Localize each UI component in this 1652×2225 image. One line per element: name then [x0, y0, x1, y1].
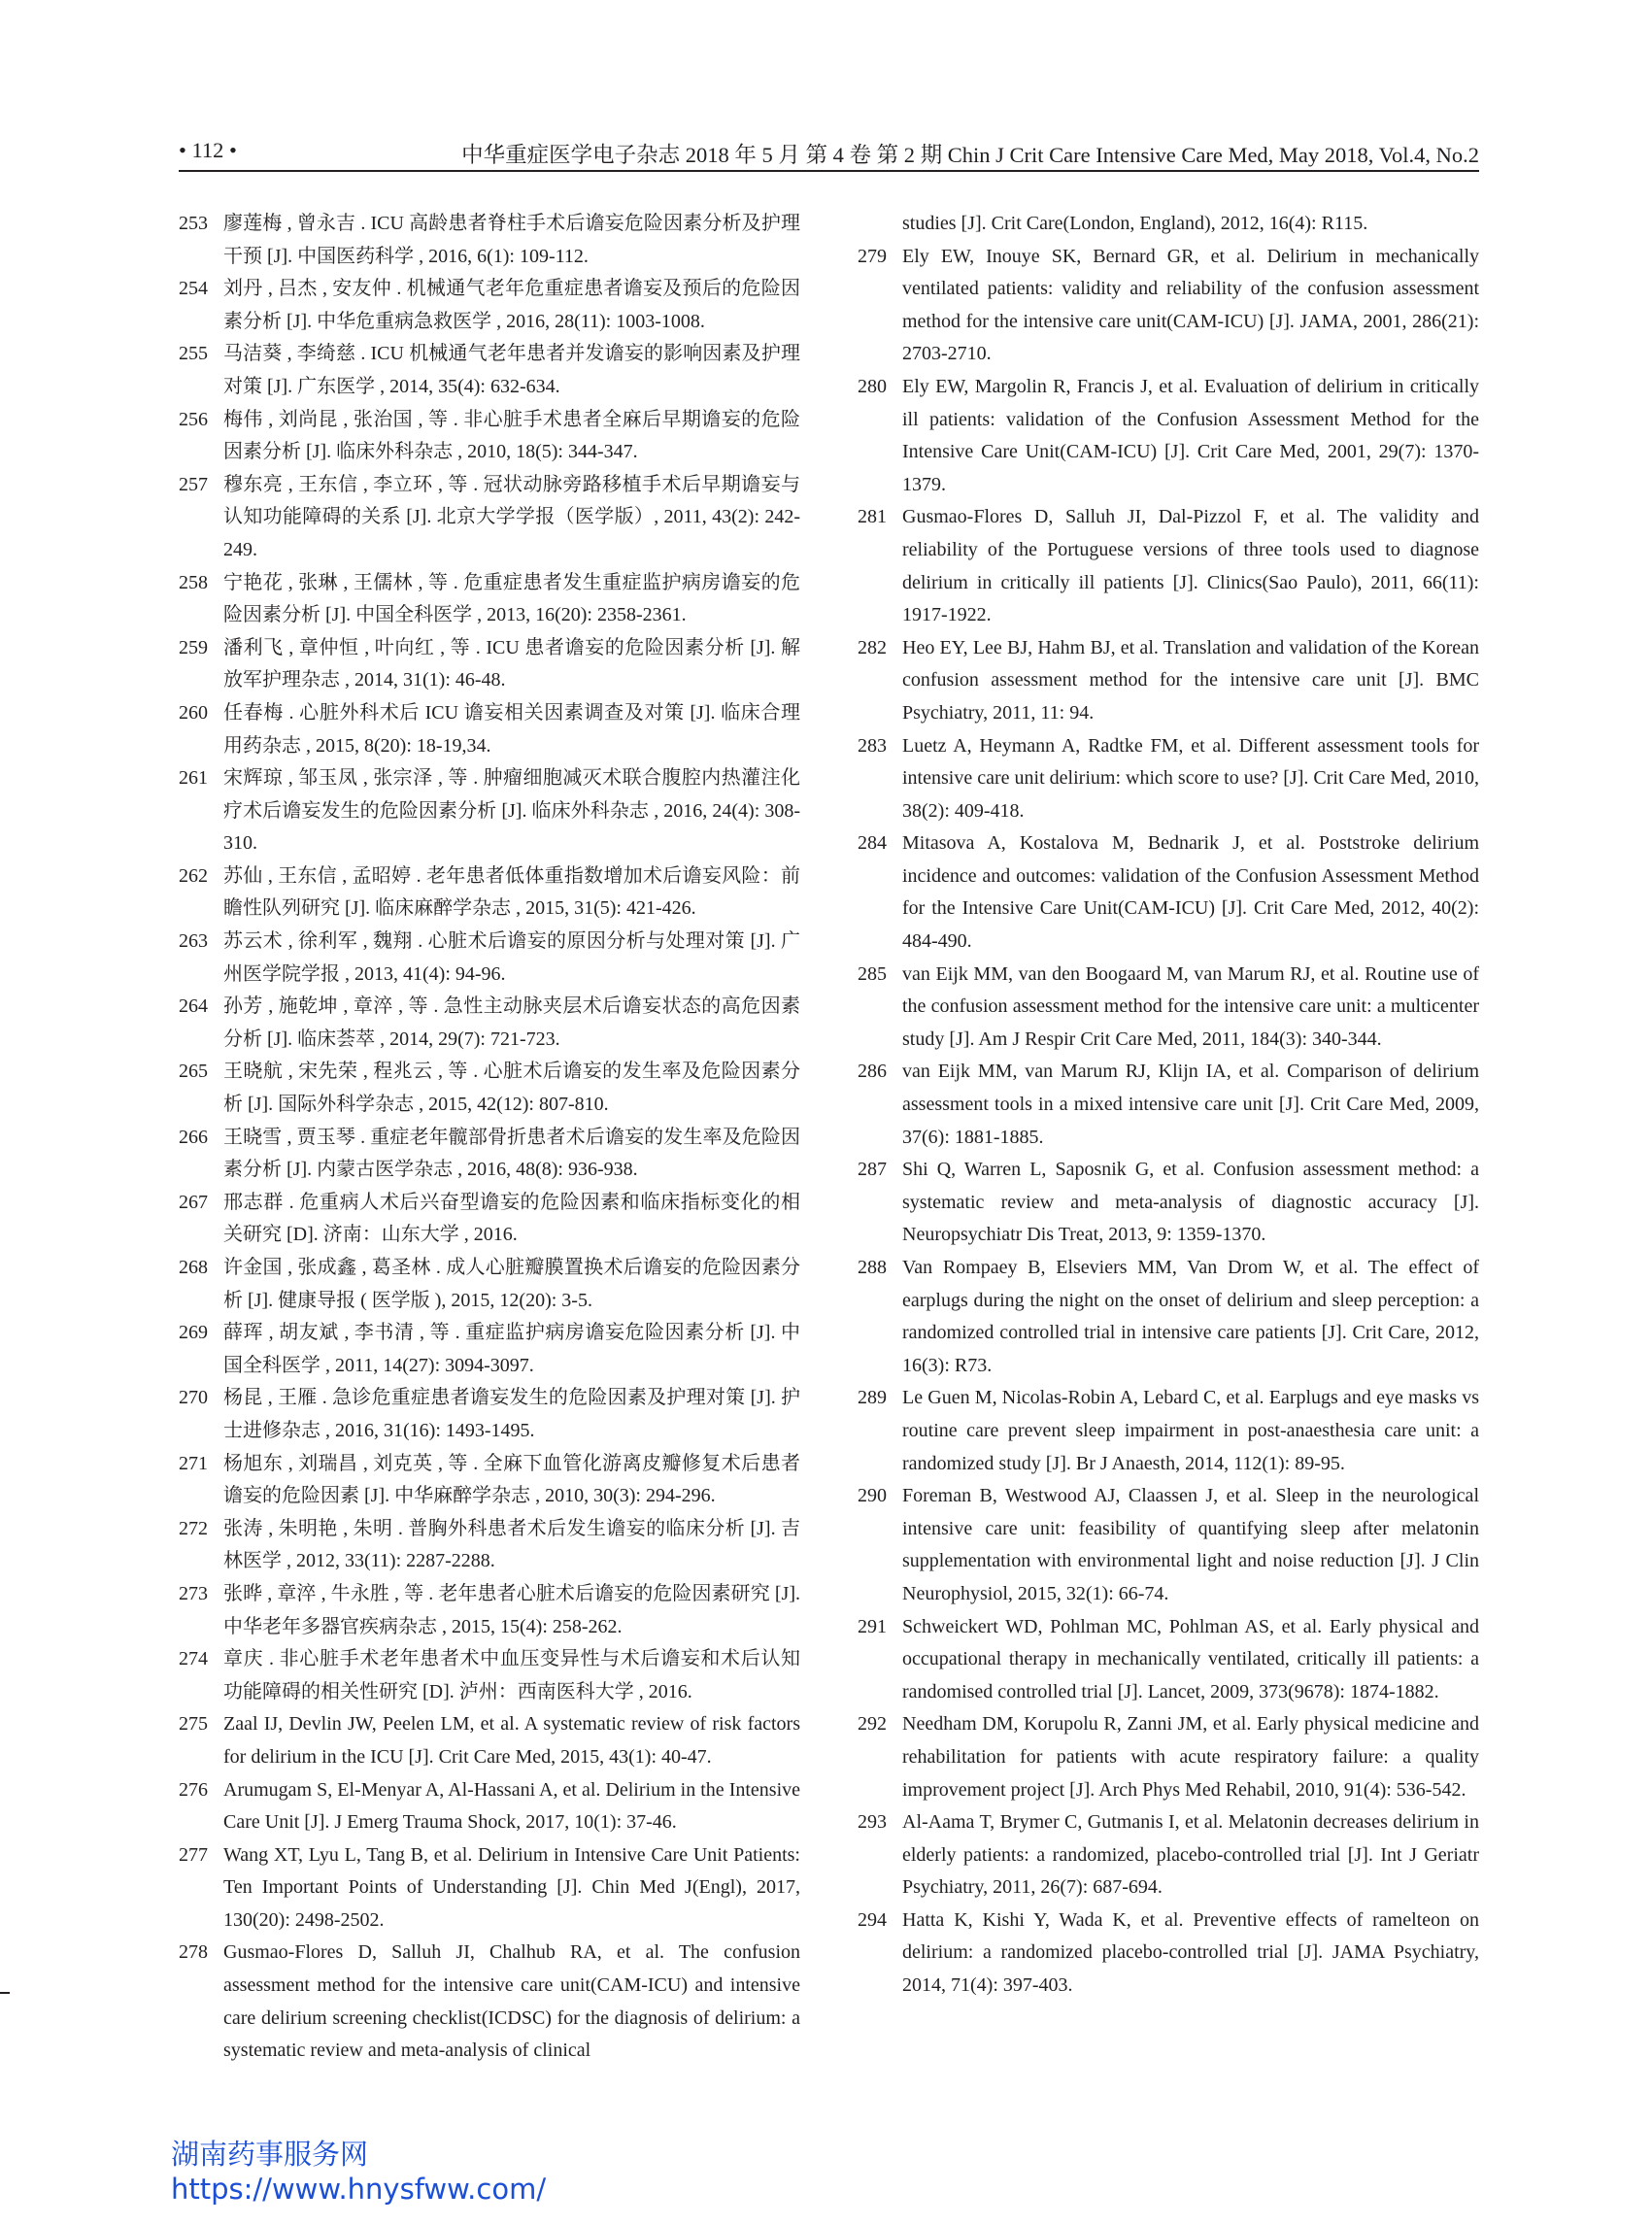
reference-text: Gusmao-Flores D, Salluh JI, Dal-Pizzol F, et al. The validity and reliability of the Portuguese versions of three tools used to diagnose delirium in critically ill patients [J]. Clinics(Sao Paulo), 2011, 66(11): 1917-1922. — [902, 506, 1479, 626]
watermark — [171, 2137, 546, 2207]
reference-item — [179, 762, 800, 860]
reference-text: 杨旭东 , 刘瑞昌 , 刘克英 , 等 . 全麻下血管化游离皮瓣修复术后患者谵妄的危险因素 [J]. 中华麻醉学杂志 , 2010, 30(3): 294-296. — [223, 1452, 800, 1507]
reference-text: 宋辉琼 , 邹玉凤 , 张宗泽 , 等 . 肿瘤细胞减灭术联合腹腔内热灌注化疗术后谵妄发生的危险因素分析 [J]. 临床外科杂志 , 2016, 24(4): 308-310. — [223, 767, 800, 855]
reference-item — [858, 959, 1479, 1057]
reference-number: 259 — [179, 636, 208, 658]
reference-text: 王晓航 , 宋先荣 , 程兆云 , 等 . 心脏术后谵妄的发生率及危险因素分析 [J]. 国际外科学杂志 , 2015, 42(12): 807-810. — [223, 1061, 800, 1116]
reference-number: 257 — [179, 473, 208, 495]
reference-number: 278 — [179, 1941, 208, 1964]
reference-text: 许金国 , 张成鑫 , 葛圣林 . 成人心脏瓣膜置换术后谵妄的危险因素分析 [J]. 健康导报 ( 医学版 ), 2015, 12(20): 3-5. — [223, 1257, 800, 1311]
margin-tick-mark — [0, 1992, 10, 1994]
reference-text: 孙芳 , 施乾坤 , 章淬 , 等 . 急性主动脉夹层术后谵妄状态的高危因素分析 [J]. 临床荟萃 , 2014, 29(7): 721-723. — [223, 995, 800, 1050]
reference-text: 薛珲 , 胡友斌 , 李书清 , 等 . 重症监护病房谵妄危险因素分析 [J]. 中国全科医学 , 2011, 14(27): 3094-3097. — [223, 1322, 800, 1376]
reference-number: 291 — [858, 1615, 887, 1637]
reference-text: Wang XT, Lyu L, Tang B, et al. Delirium in Intensive Care Unit Patients: Ten Important Points of Understanding [J]. Chin Med J(Engl), 2017, 130(20): 2498-2502. — [223, 1843, 800, 1931]
reference-text: 马洁葵 , 李绮慈 . ICU 机械通气老年患者并发谵妄的影响因素及护理对策 [J]. 广东医学 , 2014, 35(4): 632-634. — [223, 343, 800, 397]
reference-item — [179, 1937, 800, 2067]
reference-number: 284 — [858, 832, 887, 855]
reference-number: 267 — [179, 1191, 208, 1213]
reference-text: Arumugam S, El-Menyar A, Al-Hassani A, et al. Delirium in the Intensive Care Unit [J]. J Emerg Trauma Shock, 2017, 10(1): 37-46. — [223, 1778, 800, 1834]
reference-text: van Eijk MM, van Marum RJ, Klijn IA, et al. Comparison of delirium assessment tools in a mixed intensive care unit [J]. Crit Care Med, 2009, 37(6): 1881-1885. — [902, 1061, 1479, 1148]
reference-item — [858, 1382, 1479, 1480]
reference-item — [179, 1839, 800, 1938]
reference-number: 279 — [858, 245, 887, 267]
reference-number: 275 — [179, 1713, 208, 1736]
reference-item — [858, 632, 1479, 730]
reference-number: 261 — [179, 767, 208, 790]
reference-text: 苏仙 , 王东信 , 孟昭婷 . 老年患者低体重指数增加术后谵妄风险：前瞻性队列研究 [J]. 临床麻醉学杂志 , 2015, 31(5): 421-426. — [223, 864, 800, 920]
reference-number: 281 — [858, 506, 887, 528]
watermark-url[interactable]: https://www.hnysfww.com/ — [171, 2173, 547, 2206]
reference-item — [179, 404, 800, 469]
reference-item — [179, 1448, 800, 1513]
reference-text: 梅伟 , 刘尚昆 , 张治国 , 等 . 非心脏手术患者全麻后早期谵妄的危险因素分析 [J]. 临床外科杂志 , 2010, 18(5): 344-347. — [223, 408, 800, 463]
reference-text: Schweickert WD, Pohlman MC, Pohlman AS, et al. Early physical and occupational therapy in mechanically ventilated, critically ill patients: a randomised controlled trial [J]. Lancet, 2009, 373(9678): 1874-1882. — [902, 1615, 1479, 1702]
reference-number: 264 — [179, 995, 208, 1018]
reference-number: 254 — [179, 278, 208, 300]
reference-number: 273 — [179, 1582, 208, 1604]
reference-item — [179, 697, 800, 762]
reference-text: 苏云术 , 徐利军 , 魏翔 . 心脏术后谵妄的原因分析与处理对策 [J]. 广州医学院学报 , 2013, 41(4): 94-96. — [223, 930, 800, 985]
reference-text: Le Guen M, Nicolas-Robin A, Lebard C, et al. Earplugs and eye masks vs routine care prevent sleep impairment in post-anaesthesia care unit: a randomized study [J]. Br J Anaesth, 2014, 112(1): 89-95. — [902, 1387, 1479, 1474]
reference-item — [179, 1513, 800, 1578]
reference-number: 280 — [858, 375, 887, 397]
reference-number: 253 — [179, 213, 208, 234]
reference-column-right — [858, 208, 1479, 2003]
reference-text: 张晔 , 章淬 , 牛永胜 , 等 . 老年患者心脏术后谵妄的危险因素研究 [J]. 中华老年多器官疾病杂志 , 2015, 15(4): 258-262. — [223, 1582, 800, 1637]
reference-item — [179, 338, 800, 403]
reference-number: 262 — [179, 864, 208, 887]
reference-item — [179, 632, 800, 697]
reference-text: 任春梅 . 心脏外科术后 ICU 谵妄相关因素调查及对策 [J]. 临床合理用药杂志 , 2015, 8(20): 18-19,34. — [223, 701, 800, 757]
reference-number: 293 — [858, 1811, 887, 1834]
reference-text: Foreman B, Westwood AJ, Claassen J, et al. Sleep in the neurological intensive care unit: feasibility of quantifying sleep after melatonin supplementation with environmental light and noise reduction [J]. J Clin Neurophysiol, 2015, 32(1): 66-74. — [902, 1485, 1479, 1604]
reference-item — [858, 241, 1479, 371]
reference-item — [858, 1154, 1479, 1252]
reference-item — [179, 567, 800, 632]
reference-text: 杨昆 , 王雁 . 急诊危重症患者谵妄发生的危险因素及护理对策 [J]. 护士进修杂志 , 2016, 31(16): 1493-1495. — [223, 1387, 800, 1441]
reference-number: 266 — [179, 1126, 208, 1148]
reference-item — [179, 1382, 800, 1447]
reference-continuation: studies [J]. Crit Care(London, England), 2012, 16(4): R115. — [902, 213, 1368, 234]
reference-number: 282 — [858, 636, 887, 658]
reference-item — [179, 1774, 800, 1839]
reference-item — [179, 860, 800, 926]
reference-text: 穆东亮 , 王东信 , 李立环 , 等 . 冠状动脉旁路移植手术后早期谵妄与认知功能障碍的关系 [J]. 北京大学学报（医学版）, 2011, 43(2): 242-249. — [223, 473, 800, 560]
reference-item — [858, 1806, 1479, 1905]
watermark-site-name: 湖南药事服务网 — [171, 2138, 369, 2171]
reference-text: Needham DM, Korupolu R, Zanni JM, et al. Early physical medicine and rehabilitation for patients with acute respiratory failure: a quality improvement project [J]. Arch Phys Med Rehabil, 2010, 91(4): 536-542. — [902, 1713, 1479, 1801]
reference-number: 260 — [179, 701, 208, 724]
reference-number: 256 — [179, 408, 208, 430]
reference-text: Ely EW, Inouye SK, Bernard GR, et al. Delirium in mechanically ventilated patients: validity and reliability of the confusion assessment method for the intensive care unit(CAM-ICU) [J]. JAMA, 2001, 286(21): 2703-2710. — [902, 245, 1479, 365]
reference-item — [858, 730, 1479, 828]
reference-number: 258 — [179, 571, 208, 593]
reference-number: 289 — [858, 1387, 887, 1409]
reference-item — [858, 1708, 1479, 1806]
reference-item — [858, 1905, 1479, 2003]
reference-number: 274 — [179, 1648, 208, 1670]
reference-number: 265 — [179, 1061, 208, 1083]
reference-number: 283 — [858, 734, 887, 757]
reference-number: 269 — [179, 1322, 208, 1344]
reference-text: 廖莲梅 , 曾永吉 . ICU 高龄患者脊柱手术后谵妄危险因素分析及护理干预 [J]. 中国医药科学 , 2016, 6(1): 109-112. — [223, 213, 800, 267]
reference-item — [179, 208, 800, 273]
reference-number: 287 — [858, 1159, 887, 1181]
reference-text: Hatta K, Kishi Y, Wada K, et al. Preventive effects of ramelteon on delirium: a randomized placebo-controlled trial [J]. JAMA Psychiatry, 2014, 71(4): 397-403. — [902, 1908, 1479, 1997]
reference-item — [858, 371, 1479, 501]
reference-text: 刘丹 , 吕杰 , 安友仲 . 机械通气老年危重症患者谵妄及预后的危险因素分析 [J]. 中华危重病急救医学 , 2016, 28(11): 1003-1008. — [223, 278, 800, 332]
reference-number: 276 — [179, 1778, 208, 1801]
reference-number: 268 — [179, 1257, 208, 1278]
reference-item — [179, 1708, 800, 1773]
reference-number: 285 — [858, 962, 887, 985]
reference-column-left — [179, 208, 800, 2068]
reference-text: van Eijk MM, van den Boogaard M, van Marum RJ, et al. Routine use of the confusion assessment method for the intensive care unit: a multicenter study [J]. Am J Respir Crit Care Med, 2011, 184(3): 340-344. — [902, 962, 1479, 1050]
reference-item — [858, 827, 1479, 958]
reference-item — [858, 1480, 1479, 1610]
reference-number: 288 — [858, 1257, 887, 1278]
reference-text: Ely EW, Margolin R, Francis J, et al. Evaluation of delirium in critically ill patients: validation of the Confusion Assessment Method for the Intensive Care Unit(CAM-ICU) [J]. Crit Care Med, 2001, 29(7): 1370-1379. — [902, 375, 1479, 495]
reference-item — [858, 501, 1479, 631]
reference-text: 潘利飞 , 章仲恒 , 叶向红 , 等 . ICU 患者谵妄的危险因素分析 [J]. 解放军护理杂志 , 2014, 31(1): 46-48. — [223, 636, 800, 691]
reference-text: Mitasova A, Kostalova M, Bednarik J, et al. Poststroke delirium incidence and outcomes: validation of the Confusion Assessment Method for the Intensive Care Unit(CAM-ICU) [J]. Crit Care Med, 2012, 40(2): 484-490. — [902, 832, 1479, 953]
reference-item — [179, 1187, 800, 1252]
reference-number: 271 — [179, 1452, 208, 1474]
reference-text: 章庆 . 非心脏手术老年患者术中血压变异性与术后谵妄和术后认知功能障碍的相关性研究 [D]. 泸州：西南医科大学 , 2016. — [223, 1648, 800, 1702]
reference-number: 263 — [179, 930, 208, 953]
reference-item — [858, 1611, 1479, 1709]
running-header — [179, 134, 1479, 173]
reference-number: 255 — [179, 343, 208, 365]
reference-text: 宁艳花 , 张琳 , 王儒林 , 等 . 危重症患者发生重症监护病房谵妄的危险因素分析 [J]. 中国全科医学 , 2013, 16(20): 2358-2361. — [223, 571, 800, 626]
reference-item — [179, 991, 800, 1056]
reference-text: Al-Aama T, Brymer C, Gutmanis I, et al. Melatonin decreases delirium in elderly patients: a randomized, placebo-controlled trial [J]. Int J Geriatr Psychiatry, 2011, 26(7): 687-694. — [902, 1811, 1479, 1899]
reference-item — [858, 1252, 1479, 1382]
reference-text: Heo EY, Lee BJ, Hahm BJ, et al. Translation and validation of the Korean confusion assessment method for the intensive care unit [J]. BMC Psychiatry, 2011, 11: 94. — [902, 636, 1479, 724]
reference-text: Shi Q, Warren L, Saposnik G, et al. Confusion assessment method: a systematic review and meta-analysis of diagnostic accuracy [J]. Neuropsychiatr Dis Treat, 2013, 9: 1359-1370. — [902, 1159, 1479, 1246]
page-number: • 112 • — [179, 138, 237, 162]
reference-number: 286 — [858, 1061, 887, 1083]
reference-number: 290 — [858, 1485, 887, 1507]
reference-number: 272 — [179, 1517, 208, 1539]
reference-item — [179, 273, 800, 338]
reference-number: 294 — [858, 1908, 887, 1931]
reference-item — [179, 1252, 800, 1317]
reference-text: Zaal IJ, Devlin JW, Peelen LM, et al. A systematic review of risk factors for delirium in the ICU [J]. Crit Care Med, 2015, 43(1): 40-47. — [223, 1713, 800, 1768]
reference-number: 277 — [179, 1843, 208, 1866]
reference-text: Gusmao-Flores D, Salluh JI, Chalhub RA, et al. The confusion assessment method for the intensive care unit(CAM-ICU) and intensive care delirium screening checklist(ICDSC) for the diagnosis of delirium: a systematic review and meta-analysis of clinical — [223, 1941, 800, 2062]
reference-item — [179, 1578, 800, 1643]
reference-text: Luetz A, Heymann A, Radtke FM, et al. Different assessment tools for intensive care unit delirium: which score to use? [J]. Crit Care Med, 2010, 38(2): 409-418. — [902, 734, 1479, 822]
reference-text: Van Rompaey B, Elseviers MM, Van Drom W, et al. The effect of earplugs during the night on the onset of delirium and sleep perception: a randomized controlled trial in intensive care patients [J]. Crit Care, 2012, 16(3): R73. — [902, 1257, 1479, 1376]
reference-item — [179, 469, 800, 567]
reference-item — [179, 1056, 800, 1121]
journal-citation-line: 中华重症医学电子杂志 2018 年 5 月 第 4 卷 第 2 期 Chin J Crit Care Intensive Care Med, May 2018, Vol.4, No.2 — [461, 143, 1479, 167]
reference-item — [179, 1643, 800, 1708]
reference-text: 王晓雪 , 贾玉琴 . 重症老年髋部骨折患者术后谵妄的发生率及危险因素分析 [J]. 内蒙古医学杂志 , 2016, 48(8): 936-938. — [223, 1126, 800, 1181]
reference-item — [179, 1122, 800, 1187]
reference-text: 张涛 , 朱明艳 , 朱明 . 普胸外科患者术后发生谵妄的临床分析 [J]. 吉林医学 , 2012, 33(11): 2287-2288. — [223, 1517, 800, 1572]
reference-number: 270 — [179, 1387, 208, 1409]
reference-item — [179, 926, 800, 991]
header-rule — [179, 170, 1479, 172]
reference-item — [858, 1056, 1479, 1154]
reference-item — [179, 1317, 800, 1382]
reference-text: 邢志群 . 危重病人术后兴奋型谵妄的危险因素和临床指标变化的相关研究 [D]. 济南：山东大学 , 2016. — [223, 1191, 800, 1246]
reference-number: 292 — [858, 1713, 887, 1736]
